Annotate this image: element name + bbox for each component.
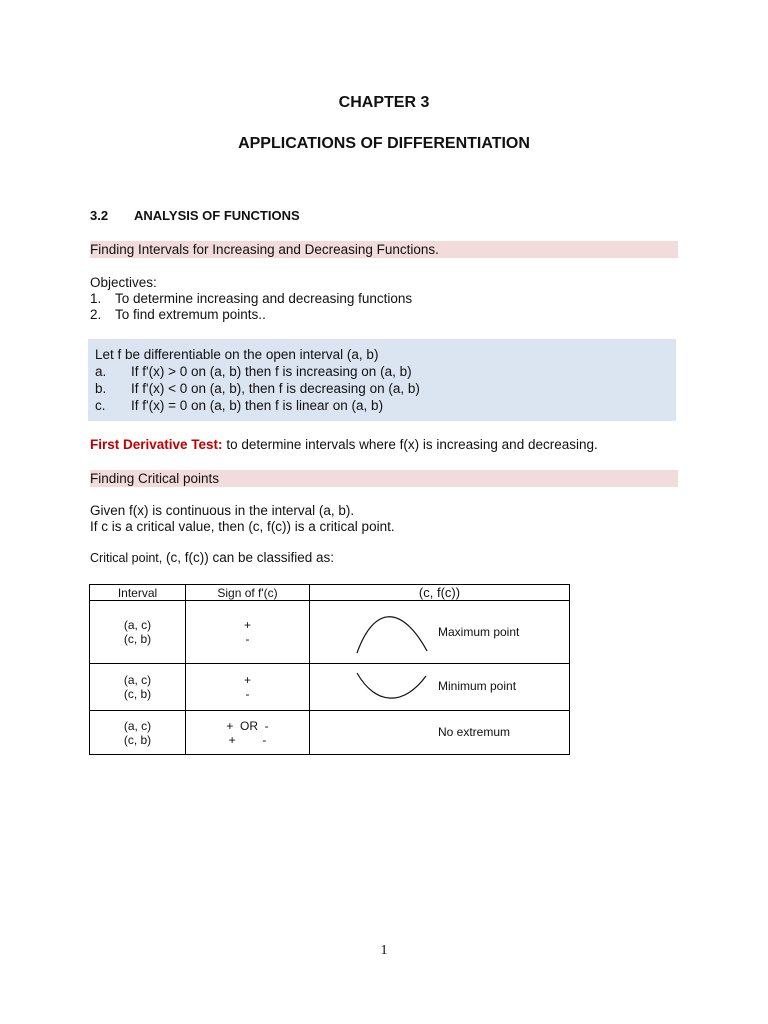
objective-text: To find extremum points.. xyxy=(115,307,266,322)
interval-cell xyxy=(90,711,186,755)
sign-cell xyxy=(186,711,310,755)
given-line: Given f(x) is continuous in the interval (a, b). xyxy=(90,503,355,518)
interval-cell xyxy=(90,664,186,711)
interval-left: (a, c) xyxy=(123,673,152,687)
table-row xyxy=(90,711,570,755)
definition-text: If f'(x) < 0 on (a, b), then f is decreasing on (a, b) xyxy=(131,381,420,396)
definition-label: c. xyxy=(95,398,106,413)
result-label: Minimum point xyxy=(438,679,517,693)
definition-item xyxy=(95,380,420,397)
sign-cell xyxy=(186,664,310,711)
result-label: Maximum point xyxy=(438,625,520,639)
definition-text: If f'(x) = 0 on (a, b) then f is linear on (a, b) xyxy=(131,398,384,413)
result-cell xyxy=(310,711,570,755)
objective-item xyxy=(90,291,412,307)
objective-text: To determine increasing and decreasing functions xyxy=(115,291,413,306)
classify-rest: (c, f(c)) can be classified as: xyxy=(162,550,335,565)
sign-right: - xyxy=(245,632,250,646)
first-derivative-label: First Derivative Test: xyxy=(90,437,223,452)
section-number: 3.2 xyxy=(90,208,109,223)
maximum-curve-icon xyxy=(354,613,430,655)
chapter-label: CHAPTER 3 xyxy=(338,94,430,111)
table-header-row xyxy=(90,585,570,601)
sign-left: + OR - xyxy=(226,718,269,733)
classify-line xyxy=(90,550,334,566)
section-heading xyxy=(90,208,300,223)
objectives-label: Objectives: xyxy=(90,275,157,290)
result-label: No extremum xyxy=(438,725,511,739)
critical-point-table xyxy=(89,584,570,755)
heading-critical-points: Finding Critical points xyxy=(90,470,678,487)
result-cell xyxy=(310,601,570,664)
section-title: ANALYSIS OF FUNCTIONS xyxy=(134,208,300,223)
sign-right: - xyxy=(245,687,250,701)
first-derivative-test xyxy=(90,437,598,452)
definition-intro: Let f be differentiable on the open interval (a, b) xyxy=(95,347,379,362)
heading-intervals: Finding Intervals for Increasing and Decreasing Functions. xyxy=(90,241,678,258)
page-number: 1 xyxy=(380,943,388,958)
header-interval: Interval xyxy=(90,585,186,601)
interval-right: (c, b) xyxy=(123,732,152,747)
interval-left: (a, c) xyxy=(123,618,152,632)
sign-left: + xyxy=(243,673,251,687)
sign-right: + - xyxy=(228,732,267,747)
definition-label: b. xyxy=(95,381,107,396)
first-derivative-text: to determine intervals where f(x) is increasing and decreasing. xyxy=(222,437,598,452)
header-result: (c, f(c)) xyxy=(310,585,570,601)
classify-prefix: Critical point, xyxy=(90,551,163,565)
definition-box xyxy=(88,339,676,421)
interval-cell xyxy=(90,601,186,664)
table-row xyxy=(90,664,570,711)
interval-right: (c, b) xyxy=(123,687,152,701)
given-line: If c is a critical value, then (c, f(c)) is a critical point. xyxy=(90,519,395,534)
definition-item xyxy=(95,363,412,380)
minimum-curve-icon xyxy=(354,670,430,706)
objective-item xyxy=(90,307,266,323)
chapter-title: APPLICATIONS OF DIFFERENTIATION xyxy=(238,135,530,152)
objective-number: 1. xyxy=(90,291,102,306)
header-sign: Sign of f'(c) xyxy=(186,585,310,601)
result-cell xyxy=(310,664,570,711)
interval-right: (c, b) xyxy=(123,632,152,646)
table-row xyxy=(90,601,570,664)
interval-left: (a, c) xyxy=(123,718,152,733)
definition-text: If f'(x) > 0 on (a, b) then f is increasing on (a, b) xyxy=(131,364,412,379)
objective-number: 2. xyxy=(90,307,102,322)
sign-left: + xyxy=(243,618,251,632)
sign-cell xyxy=(186,601,310,664)
definition-label: a. xyxy=(95,364,107,379)
definition-item xyxy=(95,397,383,414)
